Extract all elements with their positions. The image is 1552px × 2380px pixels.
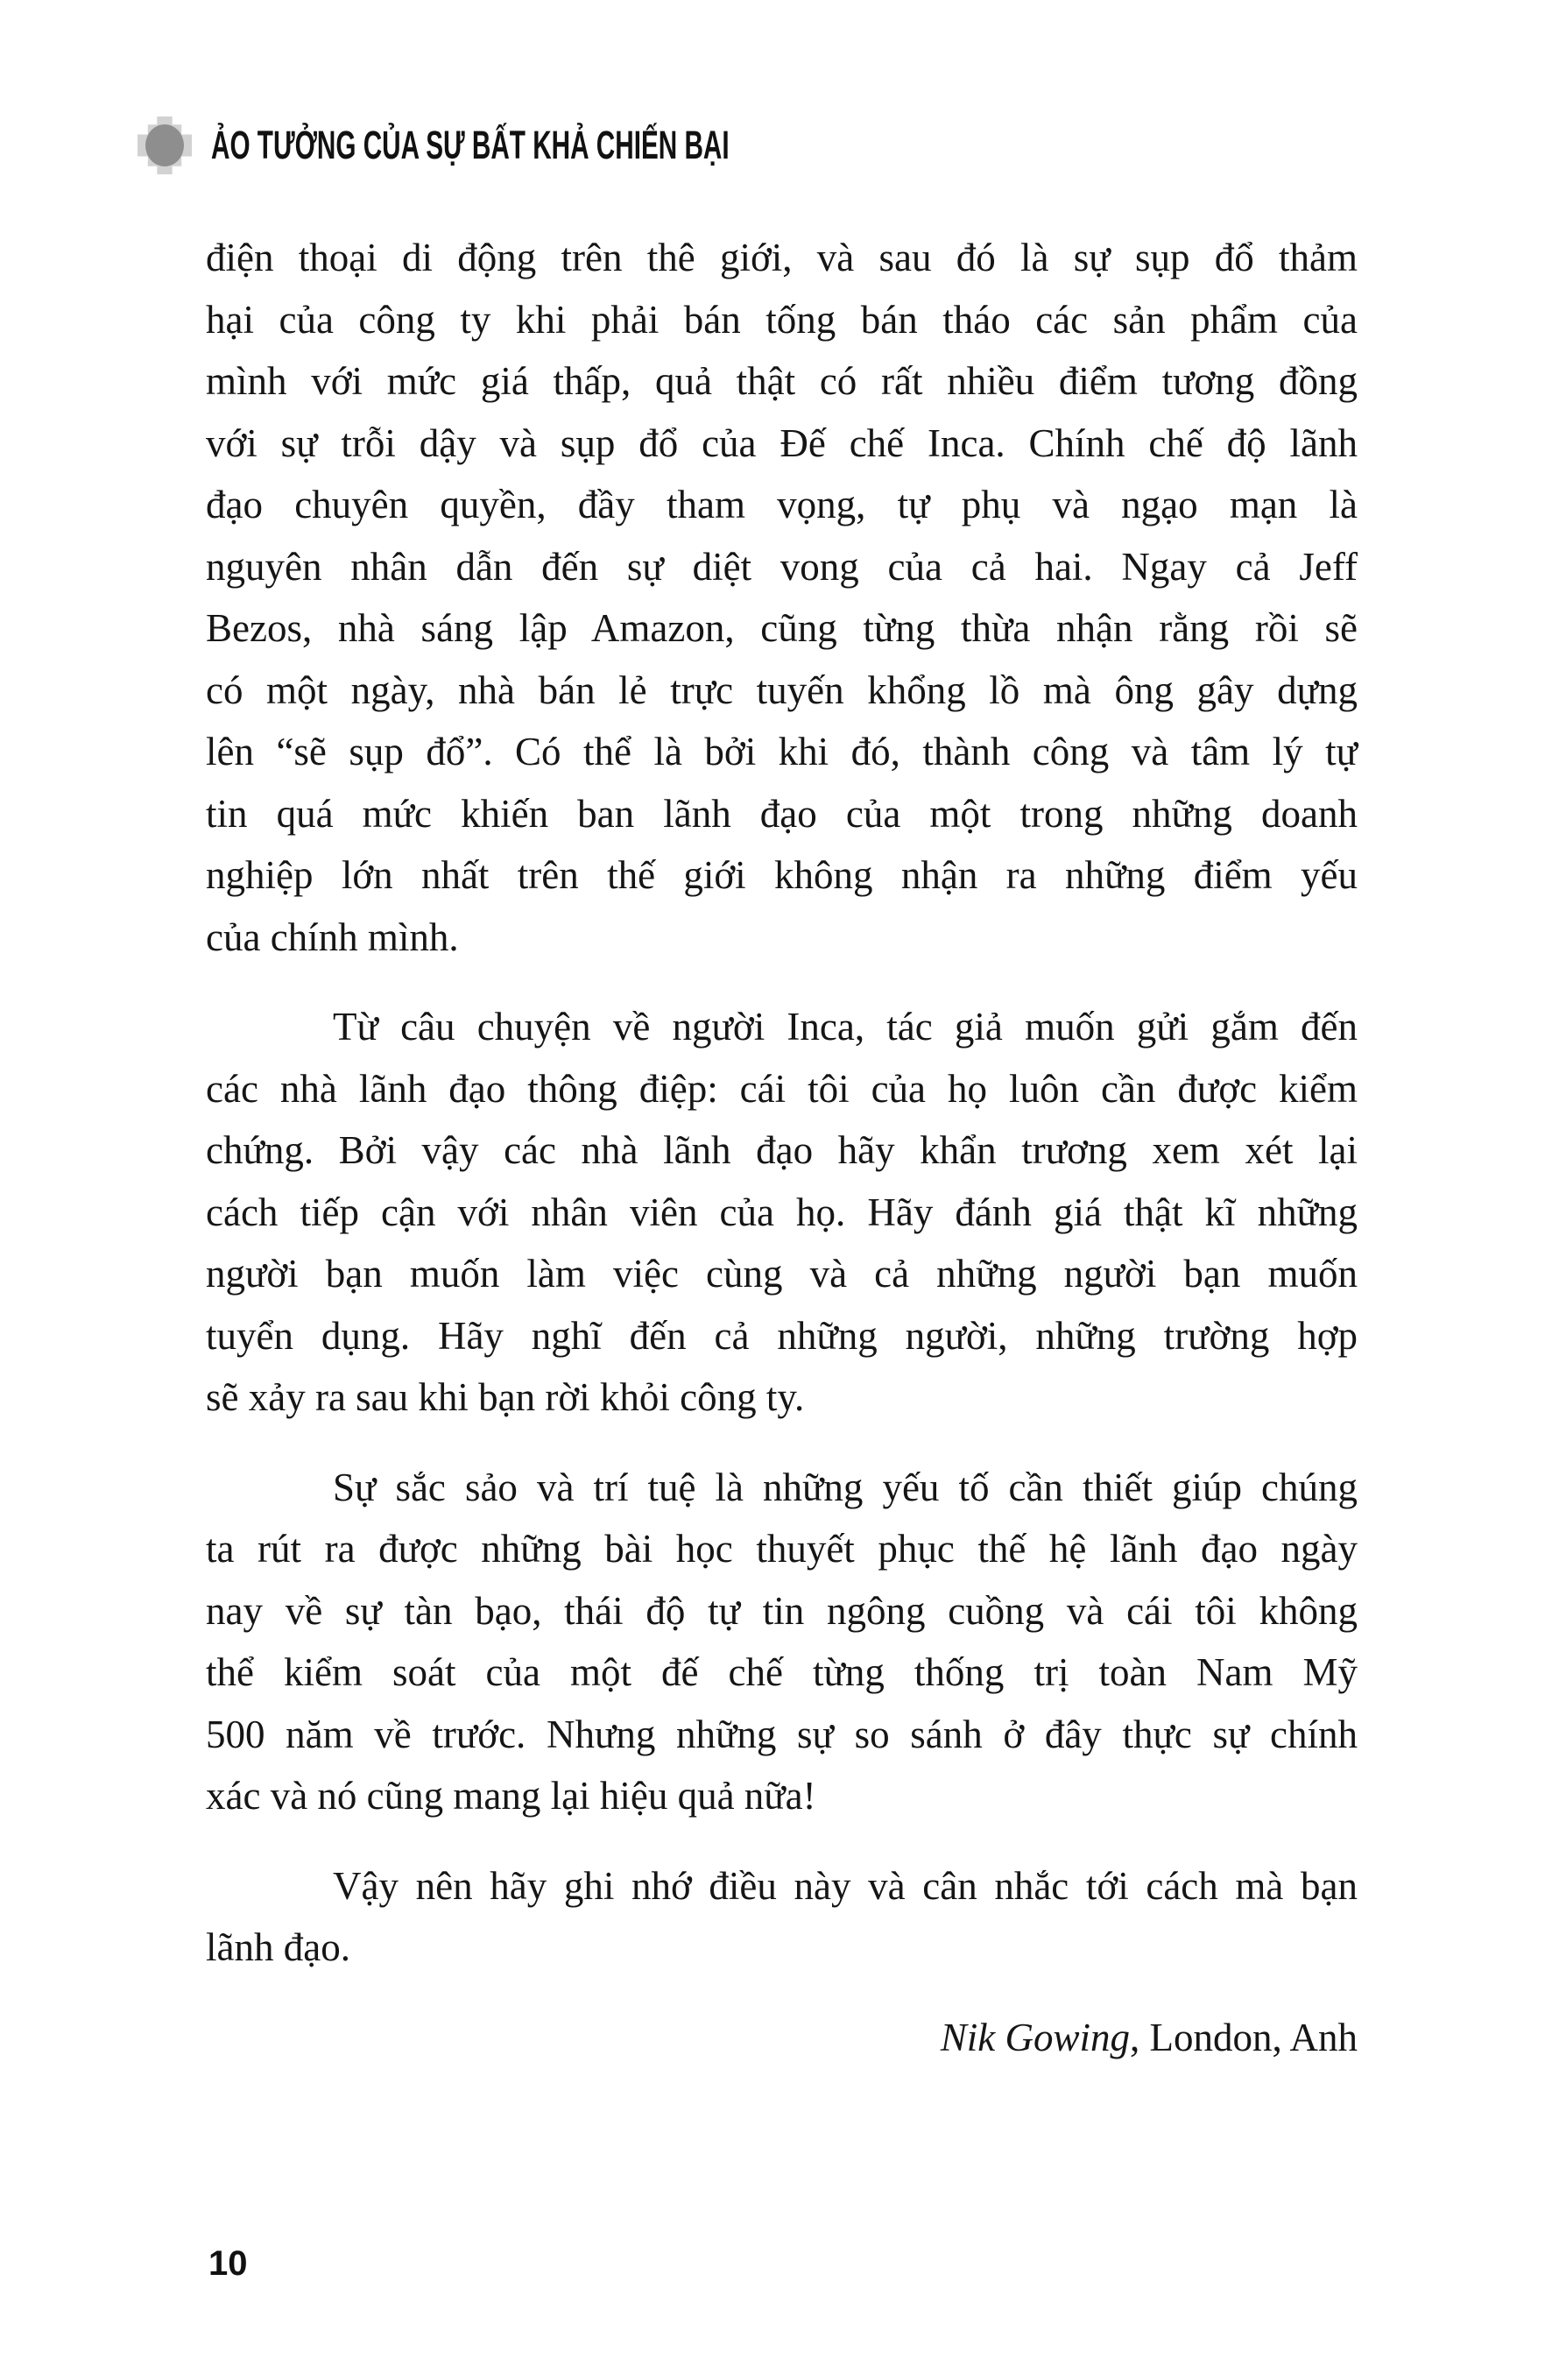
body-line: hại của công ty khi phải bán tống bán tháo các sản phẩm của: [206, 297, 1358, 342]
body-line: xác và nó cũng mang lại hiệu quả nữa!: [206, 1774, 816, 1818]
body-line: có một ngày, nhà bán lẻ trực tuyến khổng lồ mà ông gây dựng: [206, 667, 1358, 712]
chapter-title: ẢO TƯỞNG CỦA SỰ BẤT KHẢ CHIẾN BẠI: [211, 123, 730, 167]
running-header: [138, 114, 996, 177]
body-line: người bạn muốn làm việc cùng và cả những người bạn muốn: [206, 1252, 1358, 1296]
inca-chakana-icon: [138, 117, 192, 174]
body-line: Bezos, nhà sáng lập Amazon, cũng từng thừa nhận rằng rồi sẽ: [206, 606, 1358, 650]
body-line: tuyển dụng. Hãy nghĩ đến cả những người, những trường hợp: [206, 1313, 1358, 1358]
body-line: cách tiếp cận với nhân viên của họ. Hãy đánh giá thật kĩ những: [206, 1190, 1358, 1234]
body-line: tin quá mức khiến ban lãnh đạo của một trong những doanh: [206, 791, 1358, 836]
body-line: Sự sắc sảo và trí tuệ là những yếu tố cần thiết giúp chúng: [333, 1465, 1358, 1509]
chakana-center-dot: [145, 124, 184, 166]
paragraph: [206, 1457, 1358, 1827]
paragraph: [206, 1855, 1358, 1979]
body-line: các nhà lãnh đạo thông điệp: cái tôi của họ luôn cần được kiểm: [206, 1066, 1358, 1111]
body-line: Vậy nên hãy ghi nhớ điều này và cân nhắc tới cách mà bạn: [333, 1863, 1358, 1908]
body-line: mình với mức giá thấp, quả thật có rất nhiều điểm tương đồng: [206, 359, 1358, 403]
body-line: sẽ xảy ra sau khi bạn rời khỏi công ty.: [206, 1375, 805, 1419]
body-line: ta rút ra được những bài học thuyết phục thế hệ lãnh đạo ngày: [206, 1527, 1358, 1571]
body-line: thể kiểm soát của một đế chế từng thống trị toàn Nam Mỹ: [206, 1650, 1358, 1694]
body-line: đạo chuyên quyền, đầy tham vọng, tự phụ và ngạo mạn là: [206, 483, 1358, 526]
page-body: [206, 227, 1358, 2068]
body-line: nghiệp lớn nhất trên thế giới không nhận ra những điểm yếu: [206, 853, 1358, 897]
body-line: lên “sẽ sụp đổ”. Có thể là bởi khi đó, thành công và tâm lý tự: [206, 730, 1358, 773]
chapter-title-wrap: [211, 123, 996, 168]
body-line: chứng. Bởi vậy các nhà lãnh đạo hãy khẩn trương xem xét lại: [206, 1128, 1358, 1172]
body-line: lãnh đạo.: [206, 1925, 350, 1969]
paragraph: [206, 996, 1358, 1429]
body-line: nay về sự tàn bạo, thái độ tự tin ngông cuồng và cái tôi không: [206, 1588, 1358, 1633]
body-line: điện thoại di động trên thê giới, và sau đó là sự sụp đổ thảm: [206, 236, 1358, 279]
page-number: 10: [208, 2244, 248, 2283]
signature-author: Nik Gowing: [940, 2015, 1130, 2059]
body-line: với sự trỗi dậy và sụp đổ của Đế chế Inca. Chính chế độ lãnh: [206, 420, 1358, 465]
signature-location: , London, Anh: [1129, 2015, 1358, 2059]
signature-line: [206, 2007, 1358, 2069]
body-line: của chính mình.: [206, 915, 459, 959]
paragraph: [206, 227, 1358, 968]
body-line: Từ câu chuyện về người Inca, tác giả muốn gửi gắm đến: [333, 1005, 1358, 1049]
body-line: nguyên nhân dẫn đến sự diệt vong của cả hai. Ngay cả Jeff: [206, 544, 1358, 589]
body-line: 500 năm về trước. Nhưng những sự so sánh ở đây thực sự chính: [206, 1712, 1358, 1756]
